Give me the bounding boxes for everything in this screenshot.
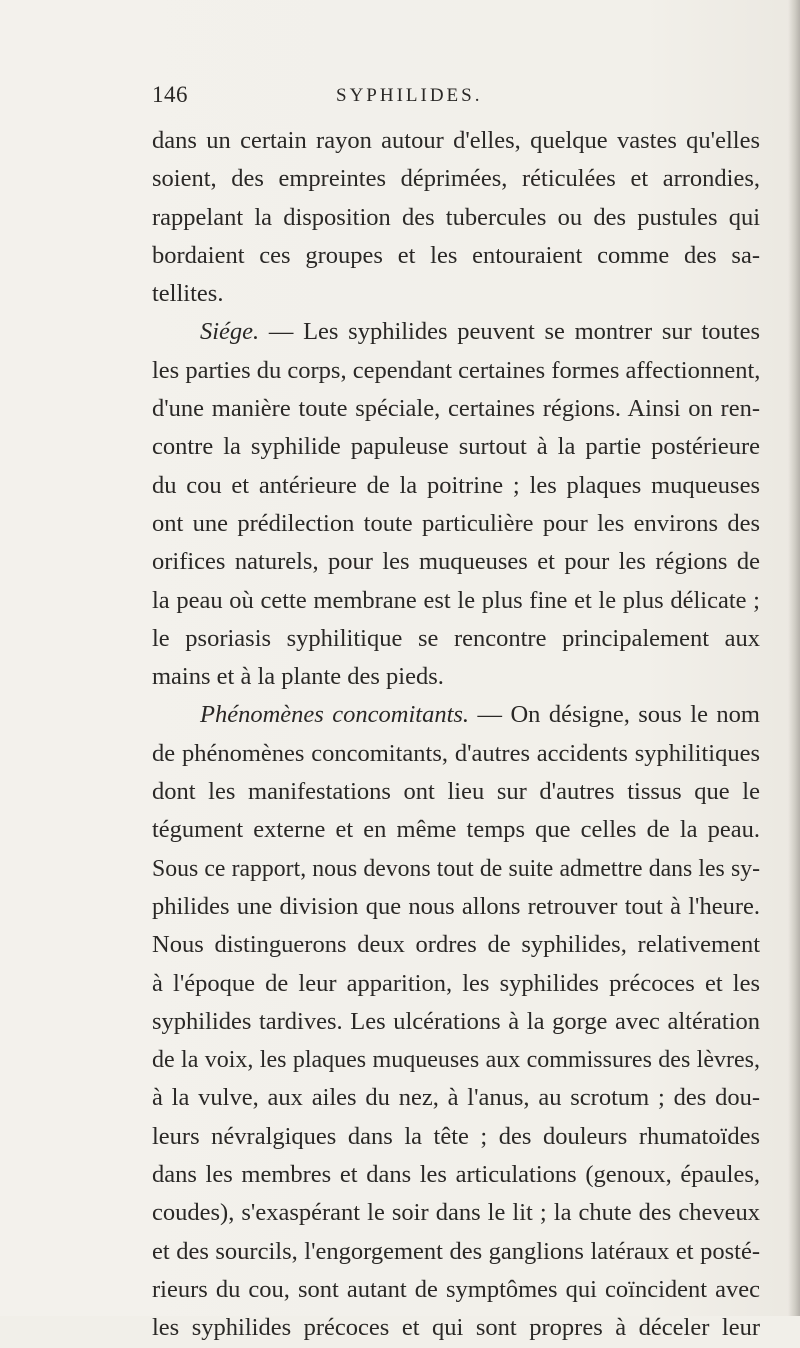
text-span: — Les syphilides peuvent se montrer sur toutes: [259, 318, 760, 346]
paragraph-phenomenes-first-line: [152, 696, 760, 734]
text-line: leurs névralgiques dans la tête ; des douleurs rhumatoïdes: [152, 1122, 760, 1150]
page-number: 146: [152, 82, 188, 107]
text-line: contre la syphilide papuleuse surtout à la partie postérieure: [152, 433, 760, 461]
text-line: la peau où cette membrane est le plus fine et le plus délicate ;: [152, 586, 760, 614]
text-line: Sous ce rapport, nous devons tout de suite admettre dans les sy-: [152, 855, 760, 882]
text-line: tégument externe et en même temps que celles de la peau.: [152, 816, 760, 844]
text-line: à l'époque de leur apparition, les syphilides précoces et les: [152, 969, 760, 997]
text-line: du cou et antérieure de la poitrine ; les plaques muqueuses: [152, 471, 760, 499]
section-heading-phenomenes: Phénomènes concomitants.: [200, 701, 470, 729]
text-line: rappelant la disposition des tubercules ou des pustules qui: [152, 203, 760, 231]
text-span: — On désigne, sous le nom: [469, 701, 760, 729]
text-line: et des sourcils, l'engorgement des ganglions latéraux et posté-: [152, 1237, 760, 1265]
text-line: dont les manifestations ont lieu sur d'autres tissus que le: [152, 778, 760, 806]
text-line: dans un certain rayon autour d'elles, quelque vastes qu'elles: [152, 127, 760, 154]
text-line: Nous distinguerons deux ordres de syphilides, relativement: [152, 931, 760, 959]
text-line: les parties du corps, cependant certaines formes affectionnent,: [152, 356, 761, 384]
text-line: de phénomènes concomitants, d'autres accidents syphilitiques: [152, 739, 760, 767]
text-line: philides une division que nous allons retrouver tout à l'heure.: [152, 892, 760, 920]
text-line: mains et à la plante des pieds.: [152, 663, 444, 691]
page-header: [0, 82, 800, 112]
text-line: d'une manière toute spéciale, certaines régions. Ainsi on ren-: [152, 395, 760, 423]
section-heading-siege: Siége.: [200, 318, 260, 346]
text-line: soient, des empreintes déprimées, réticulées et arrondies,: [152, 165, 760, 193]
text-line: ont une prédilection toute particulière pour les environs des: [152, 509, 760, 537]
text-line: dans les membres et dans les articulations (genoux, épaules,: [152, 1161, 760, 1189]
text-line: le psoriasis syphilitique se rencontre principalement aux: [152, 624, 760, 652]
text-line: à la vulve, aux ailes du nez, à l'anus, au scrotum ; des dou-: [152, 1084, 760, 1112]
body-text: [152, 122, 760, 1348]
paragraph-siege-first-line: [152, 313, 760, 351]
page-edge-shadow: [788, 0, 800, 1316]
text-line: tellites.: [152, 280, 224, 308]
text-line: orifices naturels, pour les muqueuses et pour les régions de: [152, 548, 760, 576]
text-line: coudes), s'exaspérant le soir dans le lit ; la chute des cheveux: [152, 1199, 760, 1227]
text-line: bordaient ces groupes et les entouraient comme des sa-: [152, 241, 760, 269]
text-line: de la voix, les plaques muqueuses aux commissures des lèvres,: [152, 1047, 760, 1074]
text-line: les syphilides précoces et qui sont propres à déceler leur: [152, 1314, 760, 1342]
text-line: syphilides tardives. Les ulcérations à la gorge avec altération: [152, 1007, 760, 1035]
running-head: SYPHILIDES.: [336, 85, 483, 106]
text-line: rieurs du cou, sont autant de symptômes qui coïncident avec: [152, 1275, 760, 1303]
